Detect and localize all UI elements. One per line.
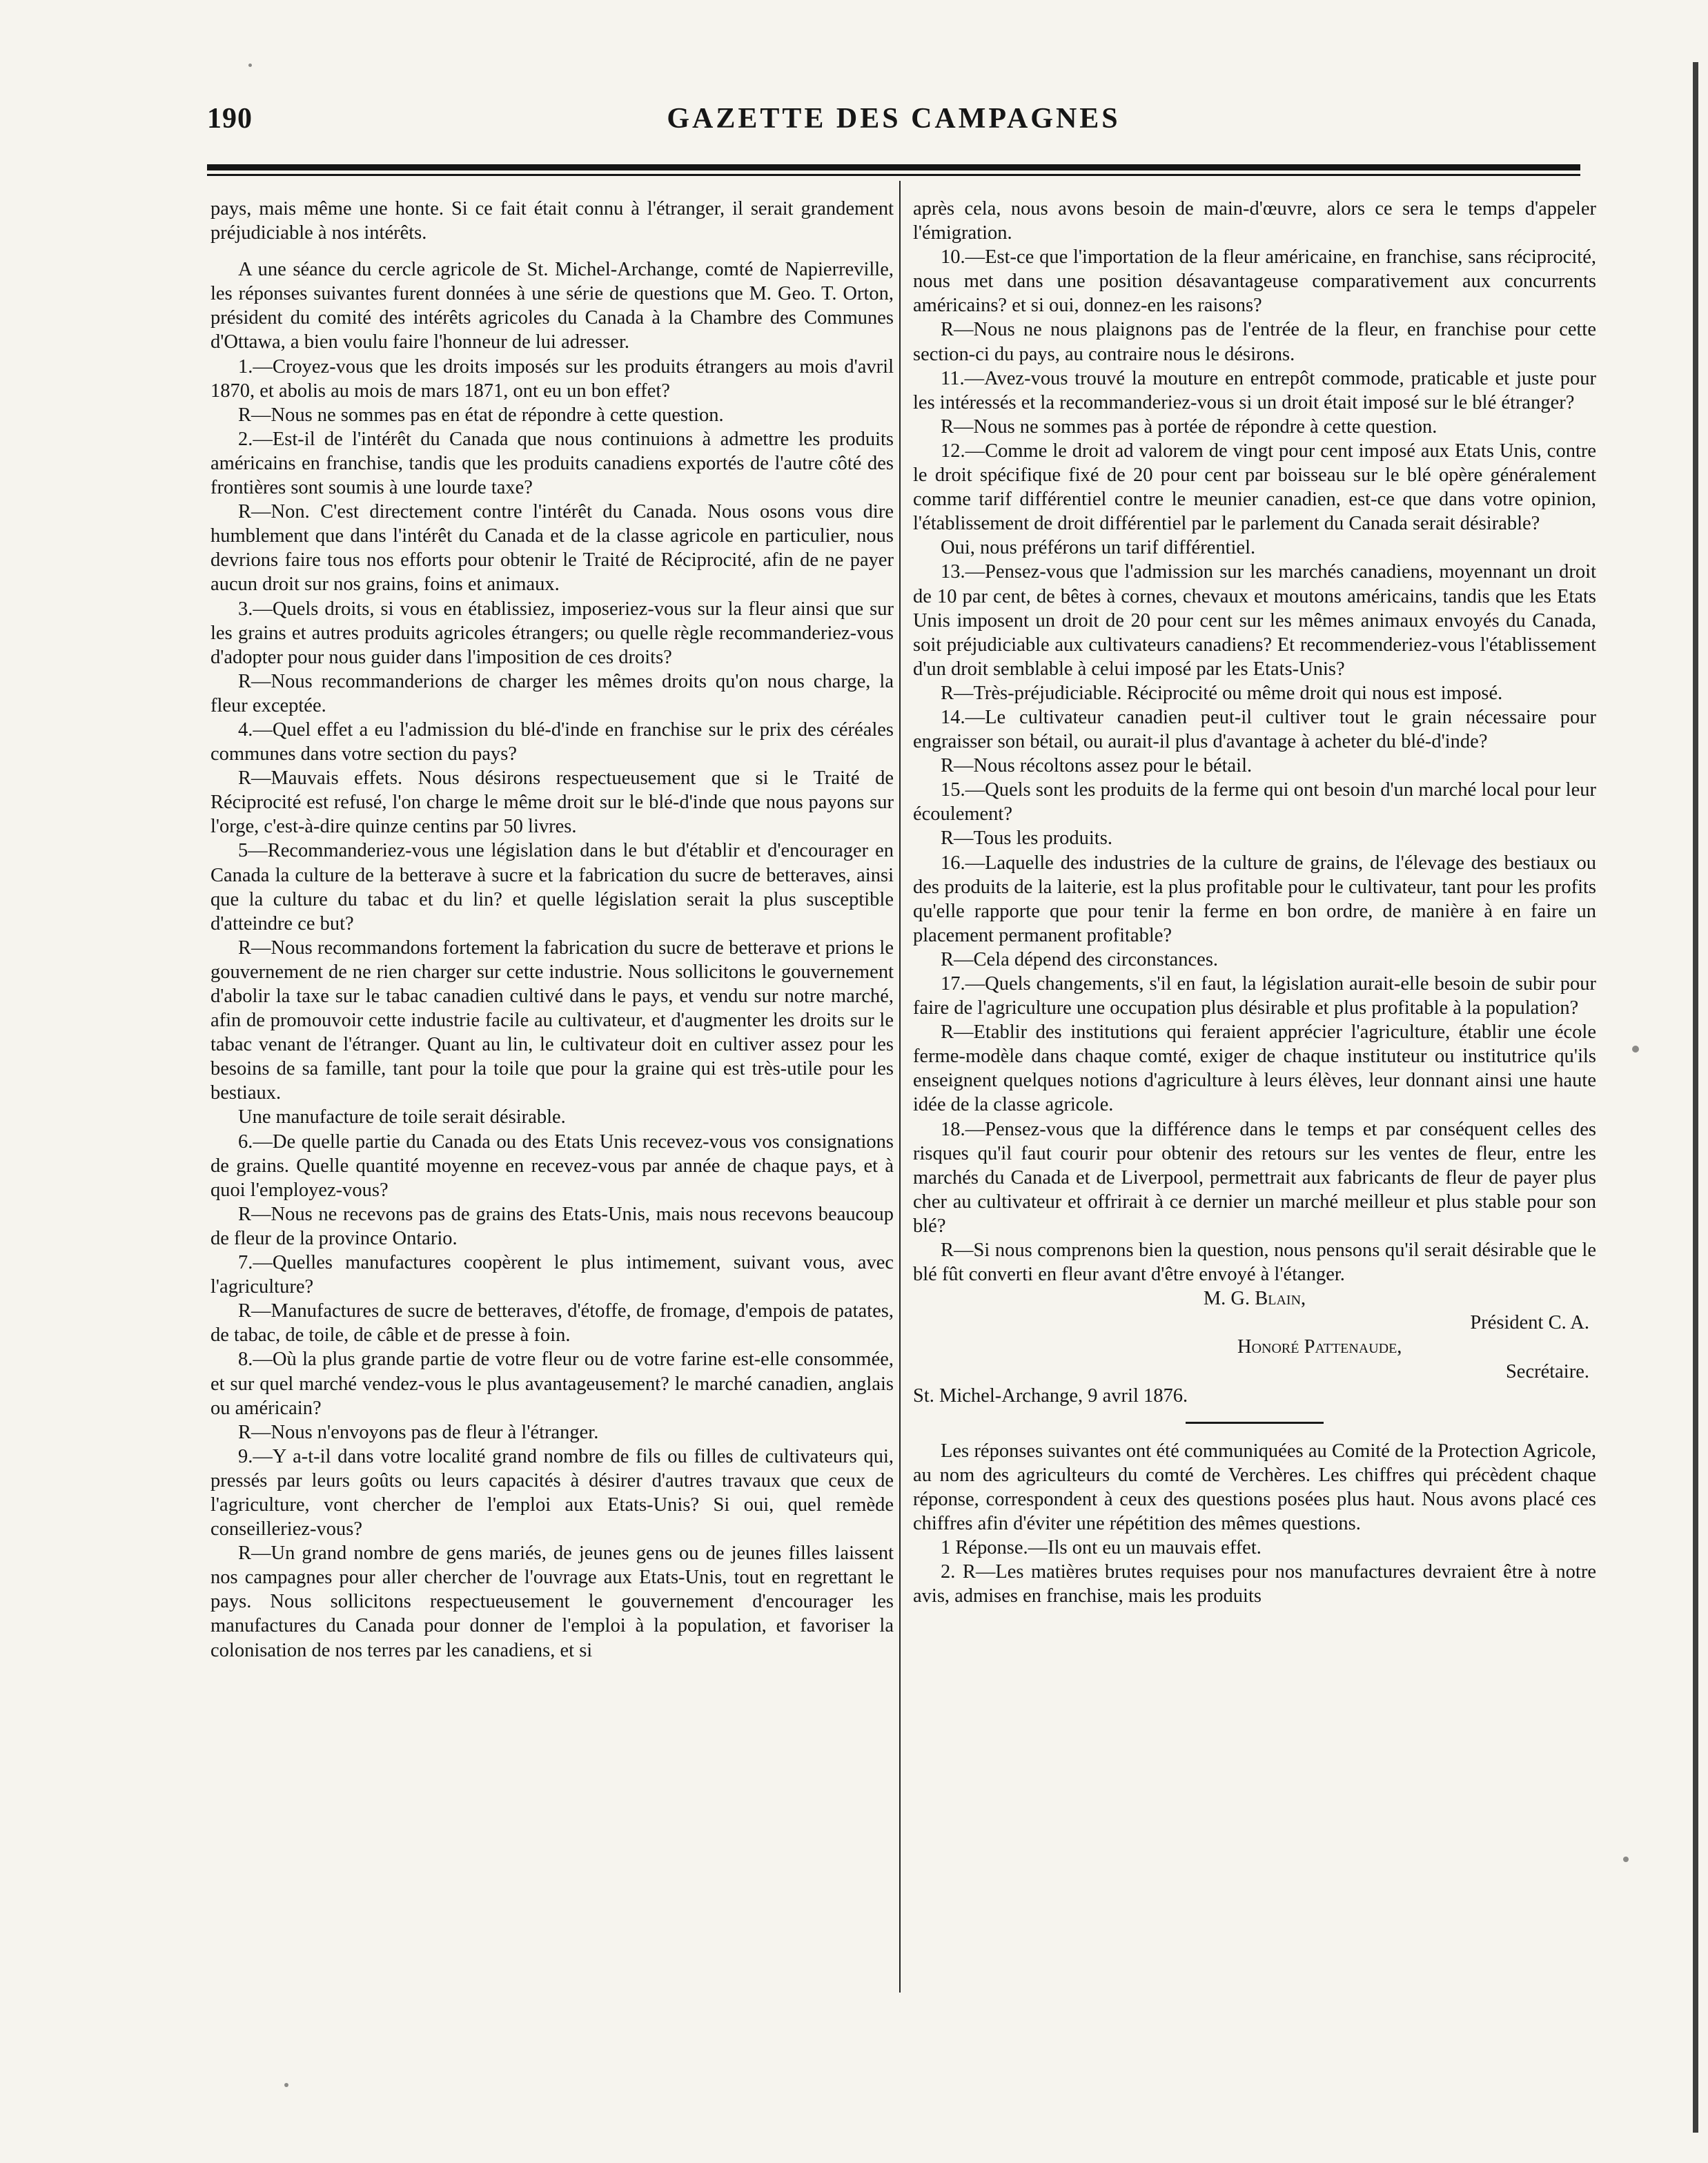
paragraph: Oui, nous préférons un tarif différentiel. (941, 537, 1256, 559)
paragraph: 2. R—Les matières brutes requises pour nos manufactures devraient être à notre avis, admises en franchise, mais les produits (913, 1561, 1596, 1607)
paragraph: 11.—Avez-vous trouvé la mouture en entrepôt commode, praticable et juste pour les intéressés et la recommanderiez-vous si un droit était imposé sur le blé étranger? (913, 367, 1596, 413)
paragraph: 4.—Quel effet a eu l'admission du blé-d'inde en franchise sur le prix des céréales communes dans votre section du pays? (210, 718, 894, 765)
publication-title: GAZETTE DES CAMPAGNES (667, 103, 1121, 135)
paragraph: R—Un grand nombre de gens mariés, de jeunes gens ou de jeunes filles laissent nos campagnes pour aller chercher de l'ouvrage aux Etats-Unis, tout en regrettant le pays. Nous sollicitons respectueusement le gouvernement d'encourager les manufactures du Canada pour donner de l'emploi à la population, et favoriser la colonisation de nos terres par les canadiens, et si (210, 1543, 894, 1661)
paragraph: R—Si nous comprenons bien la question, nous pensons qu'il serait désirable que le blé fût converti en fleur avant d'être envoyé à l'étanger. (913, 1240, 1596, 1286)
paragraph: R—Très-préjudiciable. Réciprocité ou même droit qui nous est imposé. (941, 682, 1503, 704)
paragraph: 12.—Comme le droit ad valorem de vingt pour cent imposé aux Etats Unis, contre le droit spécifique fixé de 20 pour cent par boisseau sur le blé opère généralement comme tarif différentiel contre le meunier canadien, est-ce que dans votre opinion, l'établissement de droit différentiel par le parlement du Canada serait désirable? (913, 440, 1596, 535)
paragraph: R—Mauvais effets. Nous désirons respectueusement que si le Traité de Réciprocité est refusé, l'on charge le même droit sur le blé-d'inde que nous payons sur l'orge, c'est-à-dire quinze centins par 50 livres. (210, 767, 894, 838)
paragraph: pays, mais même une honte. Si ce fait était connu à l'étranger, il serait grandement préjudiciable à nos intérêts. (210, 198, 894, 244)
paragraph: R—Etablir des institutions qui feraient apprécier l'agriculture, établir une école ferme-modèle dans chaque comté, exiger de chaque instituteur ou institutrice qu'ils enseignent quelques notions d'agriculture à leurs élèves, leur donnant ainsi une haute idée de la classe agricole. (913, 1021, 1596, 1116)
paragraph: 14.—Le cultivateur canadien peut-il cultiver tout le grain nécessaire pour engraisser son bétail, ou aurait-il plus d'avantage à acheter du blé-d'inde? (913, 706, 1596, 753)
paragraph: 2.—Est-il de l'intérêt du Canada que nous continuions à admettre les produits américains en franchise, tandis que les produits canadiens exportés de l'autre côté des frontières sont soumis à une lourde taxe? (210, 428, 894, 499)
paragraph: R—Nous ne sommes pas en état de répondre à cette question. (238, 404, 724, 426)
paragraph: 7.—Quelles manufactures coopèrent le plus intimement, suivant vous, avec l'agriculture? (210, 1252, 894, 1298)
signature-secretary-name: Honoré Pattenaude, (1237, 1336, 1402, 1358)
scan-speck (1623, 1857, 1629, 1862)
paragraph: R—Nous ne nous plaignons pas de l'entrée de la fleur, en franchise pour cette section-ci du pays, au contraire nous le désirons. (913, 319, 1596, 365)
paragraph: Une manufacture de toile serait désirable. (238, 1106, 566, 1128)
paragraph: R—Nous recommandons fortement la fabrication du sucre de betterave et prions le gouvernement de ne rien charger sur cette industrie. Nous sollicitons le gouvernement d'abolir la taxe sur le tabac canadien cultivé dans le pays, et vendu sur notre marché, afin de promouvoir cette industrie facile au cultivateur, et d'augmenter les droits sur le tabac venant de l'étranger. Quant au lin, le cultivateur doit en cultiver assez pour les besoins de sa famille, tant pour la toile que pour la graine qui est très-utile pour les bestiaux. (210, 937, 894, 1104)
left-column (210, 197, 894, 1663)
paragraph: 5—Recommanderiez-vous une législation dans le but d'établir et d'encourager en Canada la culture de la betterave à sucre et la fabrication du sucre de betteraves, ainsi que la culture du tabac et du lin? et quelle législation serait la plus susceptible d'atteindre ce but? (210, 840, 894, 934)
paragraph: R—Nous récoltons assez pour le bétail. (941, 755, 1253, 777)
paragraph: R—Cela dépend des circonstances. (941, 948, 1219, 970)
paragraph: 9.—Y a-t-il dans votre localité grand nombre de fils ou filles de cultivateurs qui, pressés par leurs goûts ou leurs capacités à désirer d'autres travaux que ceux de l'agriculture, vont chercher de l'emploi aux Etats-Unis? Si oui, quel remède conseilleriez-vous? (210, 1445, 894, 1540)
scan-speck (1632, 1046, 1639, 1053)
paragraph: 17.—Quels changements, s'il en faut, la législation aurait-elle besoin de subir pour faire de l'agriculture une occupation plus désirable et plus profitable à la population? (913, 973, 1596, 1019)
page-number: 190 (207, 103, 253, 135)
paragraph: 16.—Laquelle des industries de la culture de grains, de l'élevage des bestiaux ou des produits de la laiterie, est la plus profitable pour le cultivateur, tant pour les profits qu'elle rapporte que pour tenir la ferme en bon ordre, de manière à en faire un placement permanent profitable? (913, 852, 1596, 946)
paragraph: R—Nous ne sommes pas à portée de répondre à cette question. (941, 415, 1437, 438)
signature-president-name: M. G. Blain, (1203, 1288, 1306, 1310)
paragraph: R—Nous recommanderions de charger les mêmes droits qu'on nous charge, la fleur exceptée. (210, 670, 894, 716)
paragraph: 3.—Quels droits, si vous en établissiez, imposeriez-vous sur la fleur ainsi que sur les grains et autres produits agricoles étrangers; ou quelle règle recommanderiez-vous d'adopter pour nous guider dans l'imposition de ces droits? (210, 598, 894, 668)
paragraph: R—Tous les produits. (941, 828, 1112, 850)
paragraph: A une séance du cercle agricole de St. Michel-Archange, comté de Napierreville, les réponses suivantes furent données à une série de questions que M. Geo. T. Orton, président du comité des intérêts agricoles du Canada à la Chambre des Communes d'Ottawa, a bien voulu faire l'honneur de lui adresser. (210, 259, 894, 353)
column-divider (899, 181, 901, 1993)
paragraph: après cela, nous avons besoin de main-d'œuvre, alors ce sera le temps d'appeler l'émigration. (913, 198, 1596, 244)
paragraph: 1.—Croyez-vous que les droits imposés sur les produits étrangers au mois d'avril 1870, et abolis au mois de mars 1871, ont eu un bon effet? (210, 355, 894, 402)
signature-secretary-title: Secrétaire. (1505, 1360, 1589, 1382)
right-column (913, 197, 1596, 1608)
header-rule-thin (207, 174, 1580, 176)
signature-president-title: Président C. A. (1470, 1312, 1589, 1334)
paragraph: 8.—Où la plus grande partie de votre fleur ou de votre farine est-elle consommée, et sur quel marché vendez-vous le plus avantageusement? le marché canadien, anglais ou américain? (210, 1349, 894, 1419)
paragraph: Les réponses suivantes ont été communiquées au Comité de la Protection Agricole, au nom des agriculteurs du comté de Verchères. Les chiffres qui précèdent chaque réponse, correspondent à ceux des questions posées plus haut. Nous avons placé ces chiffres afin d'éviter une répétition des mêmes questions. (913, 1440, 1596, 1534)
page-edge-shadow (1693, 62, 1698, 2133)
paragraph: 1 Réponse.—Ils ont eu un mauvais effet. (941, 1537, 1262, 1559)
paragraph: 6.—De quelle partie du Canada ou des Etats Unis recevez-vous vos consignations de grains. Quelle quantité moyenne en recevez-vous par année de chaque pays, et à quoi l'employez-vous? (210, 1131, 894, 1201)
paragraph: 18.—Pensez-vous que la différence dans le temps et par conséquent celles des risques qu'il faut courir pour obtenir des retours sur les ventes de fleur, entre les marchés du Canada et de Liverpool, permettrait aux fabricants de fleur de payer plus cher au cultivateur et offrirait à ce dernier un marché meilleur et plus stable pour son blé? (913, 1118, 1596, 1237)
section-separator (1186, 1422, 1324, 1424)
page-header (207, 102, 1580, 144)
paragraph: 10.—Est-ce que l'importation de la fleur américaine, en franchise, sans réciprocité, nous met dans une position désavantageuse comparativement aux concurrents américains? et si oui, donnez-en les raisons? (913, 246, 1596, 317)
scan-speck (284, 2083, 288, 2087)
paragraph: R—Nous n'envoyons pas de fleur à l'étranger. (238, 1421, 599, 1443)
paragraph: R—Nous ne recevons pas de grains des Etats-Unis, mais nous recevons beaucoup de fleur de la province Ontario. (210, 1203, 894, 1249)
dateline: St. Michel-Archange, 9 avril 1876. (913, 1384, 1188, 1407)
paragraph: 15.—Quels sont les produits de la ferme qui ont besoin d'un marché local pour leur écoulement? (913, 779, 1596, 825)
header-rule-thick (207, 164, 1580, 170)
paragraph: 13.—Pensez-vous que l'admission sur les marchés canadiens, moyennant un droit de 10 par cent, de bêtes à cornes, chevaux et moutons américains, tandis que les Etats Unis imposent un droit de 20 pour cent sur les mêmes animaux envoyés du Canada, soit préjudiciable aux cultivateurs canadiens? Et recommenderiez-vous l'établissement d'un droit semblable à celui imposé par les Etats-Unis? (913, 561, 1596, 680)
paragraph: R—Non. C'est directement contre l'intérêt du Canada. Nous osons vous dire humblement que dans l'intérêt du Canada et de la classe agricole en particulier, nous devrions faire tous nos efforts pour obtenir le Traité de Réciprocité, afin de ne payer aucun droit sur nos grains, foins et animaux. (210, 501, 894, 596)
paragraph: R—Manufactures de sucre de betteraves, d'étoffe, de fromage, d'empois de patates, de tabac, de toile, de câble et de presse à foin. (210, 1300, 894, 1347)
scan-speck (248, 63, 252, 67)
